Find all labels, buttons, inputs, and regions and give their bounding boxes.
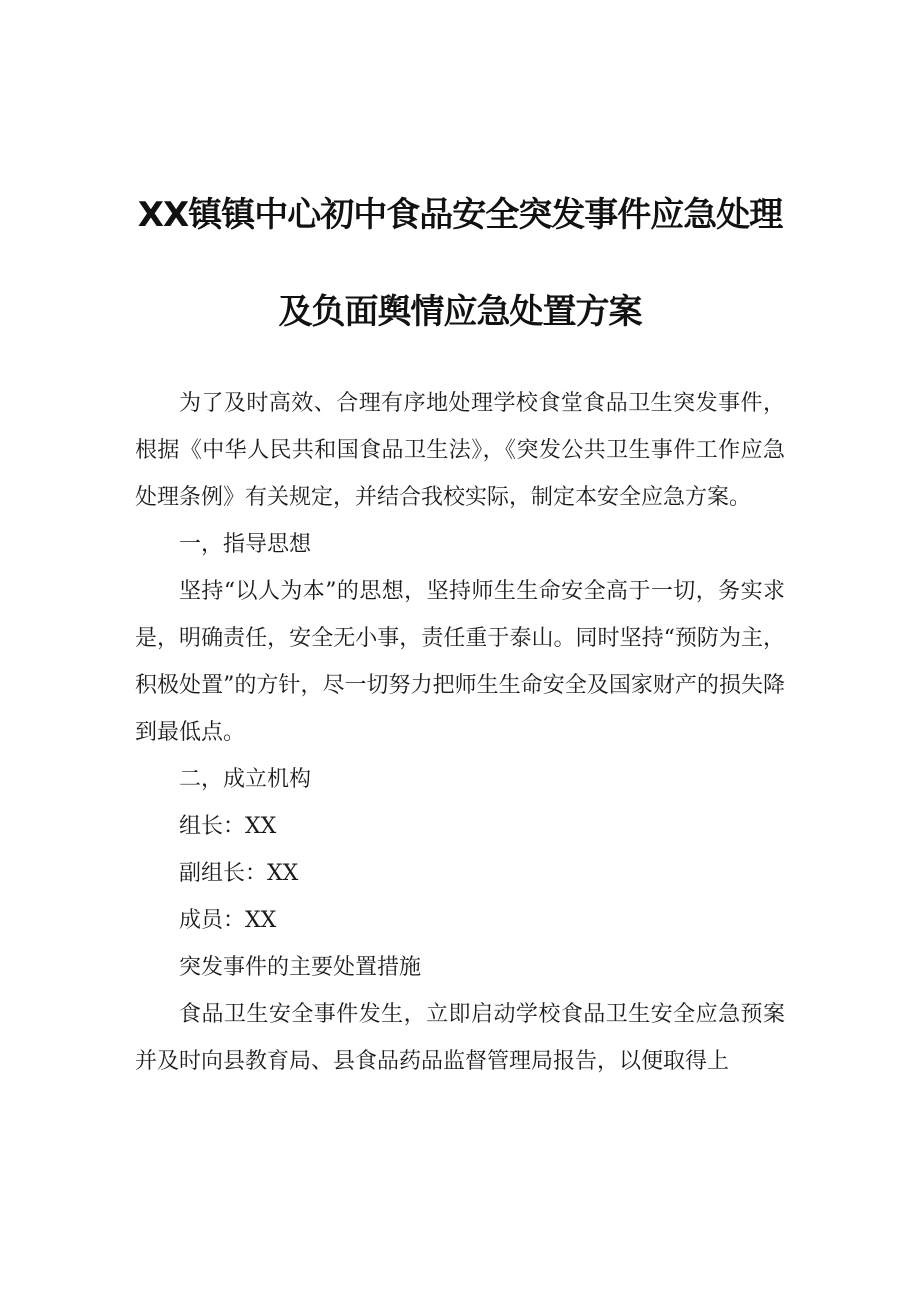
document-title-line-2: 及负面舆情应急处置方案 xyxy=(278,292,642,332)
deputy-leader-line: 副组长：XX xyxy=(179,861,299,886)
section-heading-main-measures: 突发事件的主要处置措施 xyxy=(179,955,422,980)
leader-line: 组长：XX xyxy=(179,814,277,839)
section-heading-guiding-ideology: 一，指导思想 xyxy=(179,532,312,557)
document-body xyxy=(135,380,785,1085)
main-measures-paragraph: 食品卫生安全事件发生，立即启动学校食品卫生安全应急预案并及时向县教育局、县食品药品监督管理局报告，以便取得上 xyxy=(135,1002,785,1074)
section-heading-organization: 二，成立机构 xyxy=(179,767,312,792)
members-line: 成员：XX xyxy=(179,908,277,933)
guiding-ideology-paragraph: 坚持“以人为本”的思想，坚持师生生命安全高于一切，务实求是，明确责任，安全无小事，责任重于泰山。同时坚持“预防为主，积极处置”的方针，尽一切努力把师生生命安全及国家财产的损失降到最低点。 xyxy=(135,579,785,745)
document-title-line-1: XX镇镇中心初中食品安全突发事件应急处理 xyxy=(137,195,783,235)
intro-paragraph: 为了及时高效、合理有序地处理学校食堂食品卫生突发事件，根据《中华人民共和国食品卫生法》，《突发公共卫生事件工作应急处理条例》有关规定，并结合我校实际，制定本安全应急方案。 xyxy=(135,391,785,510)
